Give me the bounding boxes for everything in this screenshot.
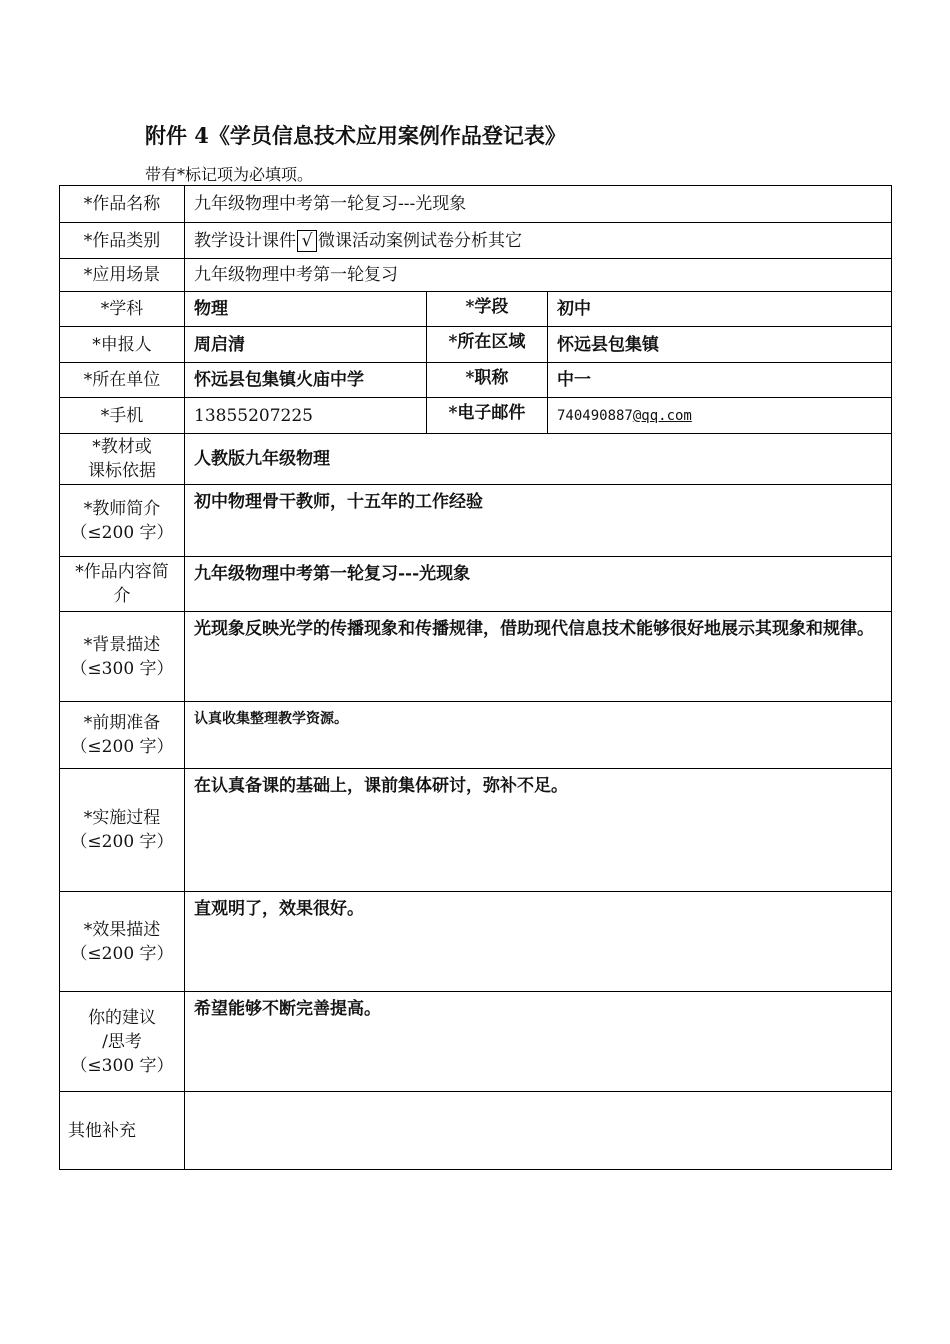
textbook-value[interactable]: 人教版九年级物理 [185,434,892,485]
email-user: 740490887 [557,407,633,424]
background-label [60,612,185,702]
preparation-label [60,702,185,769]
row-textbook [60,434,892,485]
row-suggestion [60,992,892,1092]
row-effect [60,892,892,992]
background-label-line2: （≤300 字） [70,658,174,679]
region-value[interactable]: 怀远县包集镇 [548,327,892,363]
scene-label: *应用场景 [60,259,185,292]
stage-label: *学段 [427,292,548,327]
scene-value[interactable]: 九年级物理中考第一轮复习 [185,259,892,292]
teacher-intro-label-line1: *教师简介 [83,498,161,519]
row-applicant-region [60,327,892,363]
applicant-label: *申报人 [60,327,185,363]
preparation-label-line1: *前期准备 [83,713,161,733]
suggestion-value[interactable]: 希望能够不断完善提高。 [185,992,892,1092]
content-intro-value[interactable]: 九年级物理中考第一轮复习---光现象 [185,557,892,612]
row-work-type [60,223,892,259]
preparation-value[interactable]: 认真收集整理教学资源。 [185,702,892,769]
background-value[interactable]: 光现象反映光学的传播现象和传播规律，借助现代信息技术能够很好地展示其现象和规律。 [185,612,892,702]
content-intro-label [60,557,185,612]
work-name-value[interactable]: 九年级物理中考第一轮复习---光现象 [185,186,892,223]
process-label-line2: （≤200 字） [70,832,174,852]
textbook-label [60,434,185,485]
row-scene [60,259,892,292]
region-label: *所在区域 [427,327,548,363]
registration-form-table [59,185,892,1170]
work-type-options[interactable] [185,223,892,259]
row-background [60,612,892,702]
effect-label [60,892,185,992]
stage-value[interactable]: 初中 [548,292,892,327]
work-type-label: *作品类别 [60,223,185,259]
process-label [60,769,185,892]
textbook-label-line2: 课标依据 [88,461,156,481]
email-label: *电子邮件 [427,398,548,434]
process-value[interactable]: 在认真备课的基础上，课前集体研讨，弥补不足。 [185,769,892,892]
effect-value[interactable]: 直观明了，效果很好。 [185,892,892,992]
email-domain-link[interactable]: @qq.com [632,407,692,424]
textbook-label-line1: *教材或 [92,437,152,457]
row-teacher-intro [60,485,892,557]
row-subject-stage [60,292,892,327]
content-intro-label-line2: 介 [113,586,131,606]
row-work-name [60,186,892,223]
email-value[interactable] [548,398,892,434]
other-value[interactable] [185,1092,892,1170]
row-phone-email [60,398,892,434]
title-rank-label: *职称 [427,363,548,398]
row-preparation [60,702,892,769]
phone-value[interactable]: 13855207225 [185,398,427,434]
row-other [60,1092,892,1170]
content-intro-label-line1: *作品内容简 [75,562,169,582]
subject-value[interactable]: 物理 [185,292,427,327]
effect-label-line1: *效果描述 [83,919,161,940]
subject-label: *学科 [60,292,185,327]
background-label-line1: *背景描述 [83,634,161,655]
teacher-intro-label [60,485,185,557]
suggestion-label [60,992,185,1092]
suggestion-label-line1: 你的建议 [88,1007,156,1028]
phone-label: *手机 [60,398,185,434]
effect-label-line2: （≤200 字） [70,943,174,964]
required-note: 带有*标记项为必填项。 [145,165,314,184]
suggestion-label-line3: （≤300 字） [70,1055,174,1076]
applicant-value[interactable]: 周启清 [185,327,427,363]
other-label: 其他补充 [60,1092,185,1170]
preparation-label-line2: （≤200 字） [70,737,174,757]
teacher-intro-label-line2: （≤200 字） [70,522,174,543]
row-process [60,769,892,892]
page-title: 附件 4《学员信息技术应用案例作品登记表》 [145,123,566,148]
work-name-label: *作品名称 [60,186,185,223]
work-type-before-text: 教学设计课件 [194,230,296,251]
row-unit-title [60,363,892,398]
teacher-intro-value[interactable]: 初中物理骨干教师，十五年的工作经验 [185,485,892,557]
process-label-line1: *实施过程 [83,808,161,828]
suggestion-label-line2: /思考 [102,1031,142,1052]
title-rank-value[interactable]: 中一 [548,363,892,398]
unit-value[interactable]: 怀远县包集镇火庙中学 [185,363,427,398]
work-type-after-text: 微课活动案例试卷分析其它 [318,230,522,251]
row-content-intro [60,557,892,612]
unit-label: *所在单位 [60,363,185,398]
checkmark-icon[interactable]: √ [297,230,317,252]
